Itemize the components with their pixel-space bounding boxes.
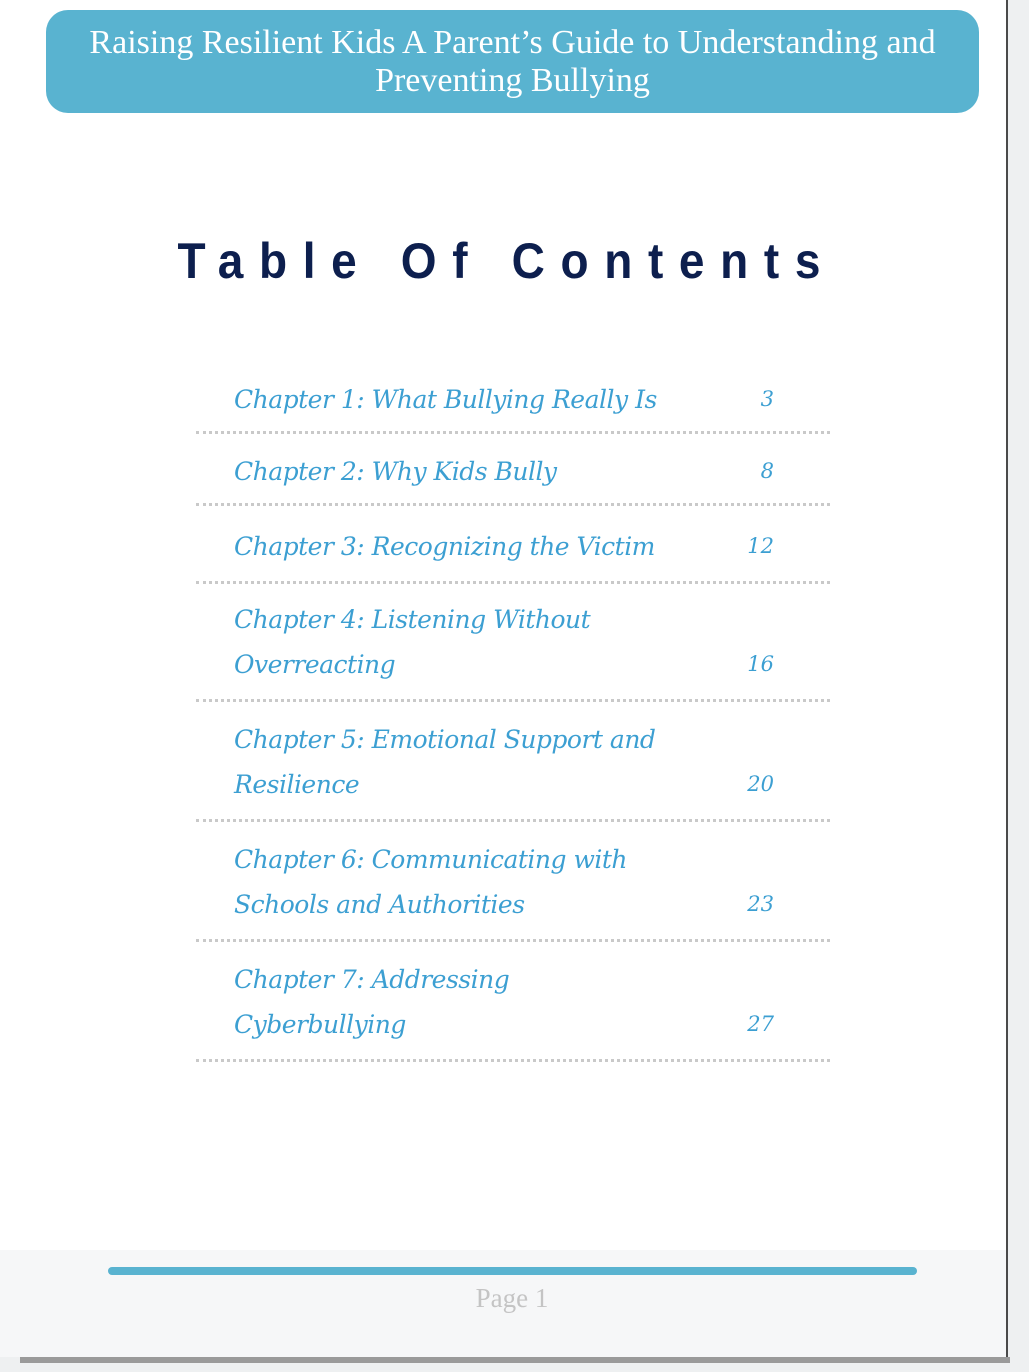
- toc-entry-chapter-5[interactable]: [196, 702, 830, 822]
- toc-entry-label: Chapter 6: Communicating with Schools and Authorities: [234, 845, 627, 919]
- document-title: Raising Resilient Kids A Parent’s Guide to Understanding and Preventing Bullying: [89, 23, 936, 99]
- footer-divider: [108, 1267, 917, 1275]
- toc-entry-label: Chapter 2: Why Kids Bully: [234, 457, 557, 486]
- toc-entry-chapter-2[interactable]: [196, 434, 830, 506]
- page-shadow: [20, 1357, 1010, 1363]
- toc-entry-label: Chapter 5: Emotional Support and Resilience: [234, 725, 656, 799]
- header-banner: [46, 10, 979, 113]
- toc-entry-label: Chapter 1: What Bullying Really Is: [234, 385, 657, 414]
- page-number: Page 1: [475, 1283, 549, 1313]
- toc-entry-label: Chapter 3: Recognizing the Victim: [234, 532, 655, 561]
- toc-entry-chapter-3[interactable]: [196, 506, 830, 584]
- toc-entry-page: 27: [747, 1012, 774, 1036]
- toc-entry-label: Chapter 7: Addressing Cyberbullying: [234, 965, 510, 1039]
- toc-list: [196, 362, 830, 1062]
- toc-entry-chapter-4[interactable]: [196, 584, 830, 702]
- toc-entry-chapter-1[interactable]: [196, 362, 830, 434]
- toc-entry-page: 20: [747, 772, 774, 796]
- toc-entry-label: Chapter 4: Listening Without Overreacting: [234, 605, 591, 679]
- toc-heading: Table Of Contents: [177, 233, 837, 289]
- toc-entry-page: 16: [747, 652, 774, 676]
- toc-entry-chapter-7[interactable]: [196, 942, 830, 1062]
- toc-entry-page: 8: [760, 459, 774, 483]
- toc-entry-chapter-6[interactable]: [196, 822, 830, 942]
- toc-entry-page: 12: [747, 534, 774, 558]
- toc-entry-page: 23: [747, 892, 774, 916]
- toc-entry-page: 3: [760, 387, 774, 411]
